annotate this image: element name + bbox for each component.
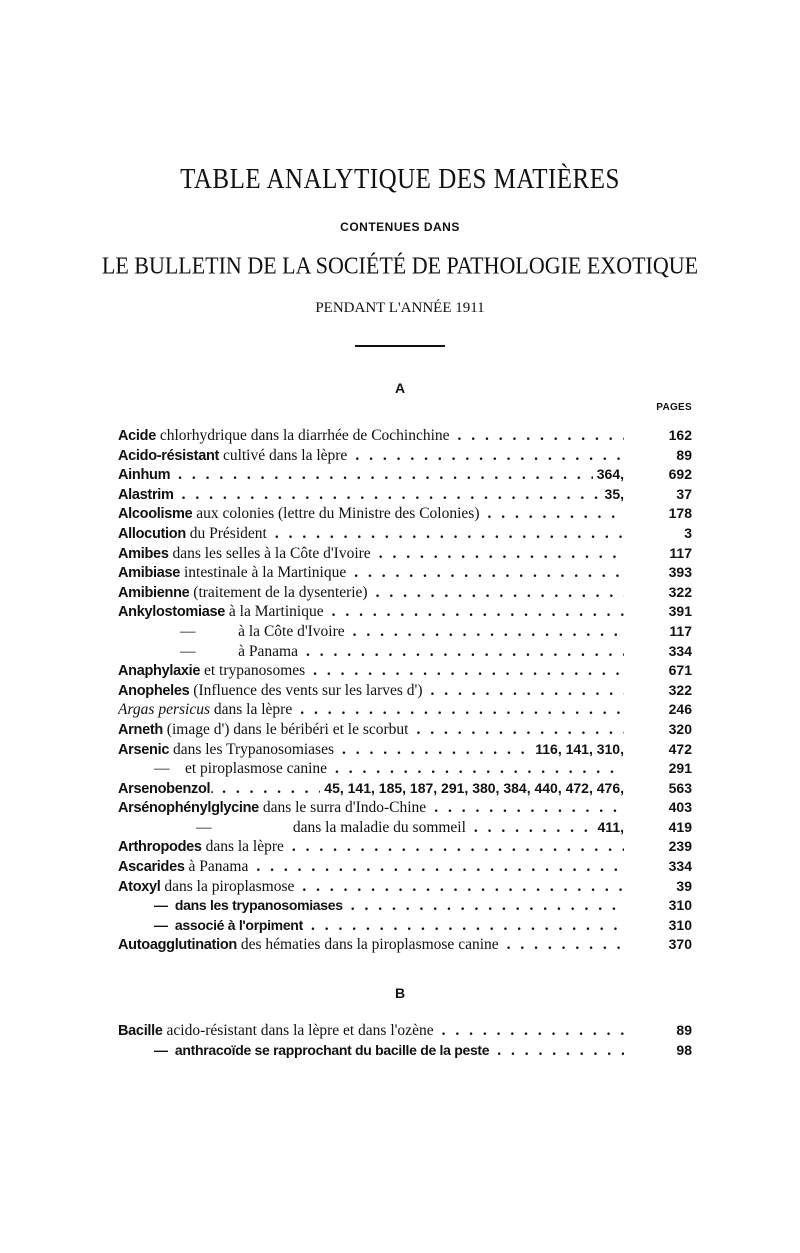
index-entry bbox=[118, 779, 692, 799]
entry-text bbox=[118, 916, 624, 936]
index-entry bbox=[118, 661, 692, 681]
entry-term: Atoxyl bbox=[118, 878, 161, 895]
index-entry bbox=[118, 740, 692, 760]
index-entry bbox=[118, 798, 692, 818]
entry-description: — associé à l'orpiment bbox=[118, 917, 305, 933]
entry-page-number: 419 bbox=[668, 818, 692, 835]
index-entry bbox=[118, 485, 692, 505]
entry-page-number: 391 bbox=[668, 603, 692, 620]
index-entry bbox=[118, 759, 692, 779]
entry-page-number: 246 bbox=[668, 701, 692, 718]
index-entry bbox=[118, 504, 692, 524]
entry-text bbox=[118, 857, 624, 878]
entry-page-number: 291 bbox=[668, 760, 692, 777]
section-b-entries bbox=[118, 1021, 692, 1060]
entry-page-number: 370 bbox=[668, 936, 692, 953]
subtitle-contenues: CONTENUES DANS bbox=[340, 220, 460, 234]
entry-description: acido-résistant dans la lèpre et dans l'ozène bbox=[162, 1022, 434, 1039]
entry-description: — à la Côte d'Ivoire bbox=[118, 623, 347, 640]
entry-term: Argas persicus bbox=[118, 701, 210, 719]
entry-page-number: 37 bbox=[676, 485, 692, 502]
entry-text bbox=[118, 935, 624, 956]
entry-term: Autoagglutination bbox=[118, 937, 237, 954]
entry-description: du Président bbox=[185, 524, 267, 542]
entry-page-number: 310 bbox=[668, 897, 692, 914]
subtitle-bulletin: LE BULLETIN DE LA SOCIÉTÉ DE PATHOLOGIE EXOTIQUE bbox=[101, 251, 699, 279]
index-entry bbox=[118, 446, 692, 466]
entry-page-number: 239 bbox=[668, 838, 692, 855]
index-entry bbox=[118, 583, 692, 603]
entry-description: intestinale à la Martinique bbox=[180, 564, 347, 582]
entry-description: dans la lèpre bbox=[201, 838, 284, 856]
entry-term: Ankylostomiase bbox=[118, 604, 226, 621]
index-entry bbox=[118, 700, 692, 720]
entry-additional-pages: 364, bbox=[593, 465, 624, 485]
entry-description: (Influence des vents sur les larves d') bbox=[189, 681, 423, 699]
entry-text bbox=[118, 642, 624, 662]
entry-term: Acido-résistant bbox=[118, 447, 220, 464]
entry-term: Arthropodes bbox=[118, 839, 202, 856]
entry-page-number: 472 bbox=[668, 740, 692, 757]
index-entry bbox=[118, 465, 692, 485]
entry-text bbox=[118, 720, 624, 741]
index-entry bbox=[118, 681, 692, 701]
index-entry bbox=[118, 1041, 692, 1061]
entry-text bbox=[118, 485, 624, 506]
entry-description: des hématies dans la piroplasmose canine bbox=[236, 936, 499, 954]
index-entry bbox=[118, 837, 692, 857]
entry-description: — à Panama bbox=[118, 643, 300, 660]
entry-text bbox=[118, 661, 624, 682]
entry-description: — dans les trypanosomiases bbox=[118, 897, 345, 913]
entry-text bbox=[118, 524, 624, 545]
entry-page-number: 334 bbox=[668, 858, 692, 875]
index-entry bbox=[118, 818, 692, 838]
entry-text bbox=[118, 602, 624, 623]
entry-page-number: 98 bbox=[676, 1041, 692, 1058]
entry-term: Amibiase bbox=[118, 565, 181, 582]
subtitle-year: PENDANT L'ANNÉE 1911 bbox=[315, 300, 485, 316]
section-letter-a: A bbox=[394, 380, 406, 396]
index-entry bbox=[118, 857, 692, 877]
index-entry bbox=[118, 935, 692, 955]
entry-description: (image d') dans le béribéri et le scorbut bbox=[162, 720, 409, 738]
entry-text bbox=[118, 877, 624, 898]
entry-term: Acide bbox=[118, 428, 156, 444]
entry-page-number: 117 bbox=[669, 622, 692, 639]
entry-text bbox=[118, 1021, 624, 1042]
entry-term: Anaphylaxie bbox=[118, 663, 201, 680]
entry-description: dans la lèpre bbox=[210, 701, 293, 719]
entry-text bbox=[118, 1041, 624, 1061]
entry-term: Amibienne bbox=[118, 584, 190, 601]
index-entry bbox=[118, 720, 692, 740]
entry-description: — et piroplasmose canine bbox=[118, 760, 329, 777]
entry-term: Allocution bbox=[118, 525, 186, 542]
entry-description: à la Martinique bbox=[225, 603, 324, 621]
page-title: TABLE ANALYTIQUE DES MATIÈRES bbox=[180, 164, 620, 195]
entry-text bbox=[118, 544, 624, 565]
entry-term: Alastrim bbox=[118, 486, 174, 503]
entry-description: (traitement de la dysenterie) bbox=[189, 583, 368, 601]
entry-term: Bacille bbox=[118, 1023, 163, 1039]
entry-page-number: 563 bbox=[668, 779, 692, 796]
index-entry bbox=[118, 896, 692, 916]
entry-description: dans le surra d'Indo-Chine bbox=[258, 799, 427, 817]
index-entry bbox=[118, 563, 692, 583]
entry-page-number: 334 bbox=[668, 642, 692, 659]
index-entry bbox=[118, 916, 692, 936]
entry-additional-pages: 411, bbox=[594, 818, 624, 838]
index-entry bbox=[118, 622, 692, 642]
index-entry bbox=[118, 877, 692, 897]
entry-text bbox=[118, 426, 624, 447]
title-divider bbox=[355, 345, 445, 347]
entry-term: Ascarides bbox=[118, 859, 185, 876]
entry-text bbox=[118, 583, 624, 604]
entry-additional-pages: 35, bbox=[601, 485, 624, 505]
index-entry bbox=[118, 602, 692, 622]
entry-description: aux colonies (lettre du Ministre des Colonies) bbox=[192, 505, 480, 523]
entry-page-number: 393 bbox=[668, 564, 692, 581]
entry-page-number: 39 bbox=[676, 877, 692, 894]
index-entry bbox=[118, 1021, 692, 1041]
entry-term: Anopheles bbox=[118, 682, 190, 699]
entry-page-number: 178 bbox=[668, 505, 692, 522]
entry-page-number: 89 bbox=[676, 446, 692, 463]
entry-description: . bbox=[210, 779, 215, 797]
entry-description: dans la piroplasmose bbox=[160, 877, 295, 895]
index-entry bbox=[118, 426, 692, 446]
entry-description: — anthracoïde se rapprochant du bacille de la peste bbox=[118, 1042, 491, 1058]
entry-text bbox=[118, 465, 624, 486]
entry-description bbox=[174, 486, 176, 503]
entry-text bbox=[118, 504, 624, 525]
entry-text bbox=[118, 700, 624, 720]
entry-text bbox=[118, 446, 624, 467]
entry-additional-pages: 45, 141, 185, 187, 291, 380, 384, 440, 472, 476, bbox=[320, 779, 624, 799]
entry-description: dans les selles à la Côte d'Ivoire bbox=[168, 544, 371, 562]
entry-text bbox=[118, 759, 624, 779]
entry-page-number: 89 bbox=[676, 1022, 692, 1038]
entry-term: Ainhum bbox=[118, 467, 171, 484]
entry-page-number: 162 bbox=[668, 427, 692, 443]
entry-text bbox=[118, 896, 624, 916]
entry-page-number: 322 bbox=[668, 583, 692, 600]
entry-description: — dans la maladie du sommeil bbox=[118, 819, 468, 836]
entry-text bbox=[118, 563, 624, 584]
index-entry bbox=[118, 642, 692, 662]
entry-page-number: 692 bbox=[668, 466, 692, 483]
entry-term: Arneth bbox=[118, 721, 163, 738]
entry-description bbox=[170, 466, 172, 483]
entry-additional-pages: 116, 141, 310, bbox=[531, 740, 624, 760]
entry-page-number: 320 bbox=[668, 720, 692, 737]
entry-term: Alcoolisme bbox=[118, 506, 193, 523]
entry-term: Arsénophénylglycine bbox=[118, 800, 259, 817]
entry-page-number: 3 bbox=[684, 524, 692, 541]
entry-page-number: 671 bbox=[668, 662, 692, 679]
entry-page-number: 322 bbox=[668, 681, 692, 698]
entry-text bbox=[118, 818, 624, 838]
section-letter-b: B bbox=[394, 985, 406, 1001]
entry-text bbox=[118, 837, 624, 858]
entry-page-number: 117 bbox=[669, 544, 692, 561]
entry-description: et trypanosomes bbox=[200, 662, 306, 680]
index-entry bbox=[118, 544, 692, 564]
entry-term: Arsenobenzol bbox=[118, 780, 211, 797]
entry-text bbox=[118, 681, 624, 702]
entry-description: chlorhydrique dans la diarrhée de Cochinchine bbox=[156, 427, 450, 444]
section-a-entries bbox=[118, 426, 692, 955]
entry-text bbox=[118, 798, 624, 819]
entry-description: cultivé dans la lèpre bbox=[219, 446, 348, 464]
entry-page-number: 310 bbox=[668, 916, 692, 933]
entry-description: à Panama bbox=[184, 858, 249, 876]
entry-term: Arsenic bbox=[118, 741, 170, 758]
pages-column-header: PAGES bbox=[656, 402, 692, 413]
entry-description: dans les Trypanosomiases bbox=[169, 740, 335, 758]
entry-page-number: 403 bbox=[668, 799, 692, 816]
entry-text bbox=[118, 622, 624, 642]
entry-term: Amibes bbox=[118, 545, 169, 562]
index-entry bbox=[118, 524, 692, 544]
